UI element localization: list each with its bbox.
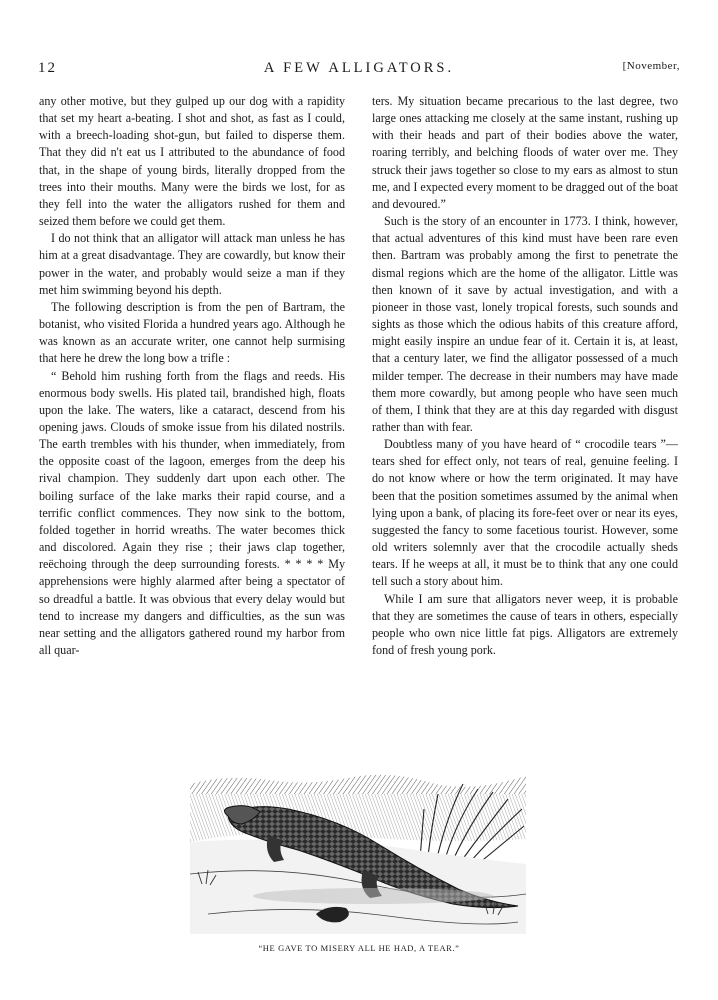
running-header (38, 60, 680, 82)
page-number: 12 (38, 60, 57, 76)
left-column (39, 93, 345, 659)
quotation-paragraph: “ Behold him rushing forth from the flags and reeds. His enormous body swells. His plated tail, brandished high, floats upon the lake. The waters, like a cataract, descend from his opening jaws. Clouds of smoke issue from his dilated nostrils. The earth trembles with his thunder, when immediately, from the opposite coast of the lagoon, emerges from the deep his rival champion. They suddenly dart upon each other. The boiling surface of the lake marks their rapid course, and a terrific conflict commences. They now sink to the bottom, folded together in horrid wreaths. The water becomes thick and discolored. Again they rise ; their jaws clap together, reëchoing through the deep surrounding forests. * * * * My apprehensions were highly alarmed after being a spectator of so dreadful a battle. It was obvious that every delay would but tend to increase my dangers and difficulties, as the sun was near setting and the alligators gathered round my harbor from all quar- (39, 368, 345, 657)
paragraph: Doubtless many of you have heard of “ crocodile tears ”—tears shed for effect only, not tears of real, genuine feeling. I do not know where or how the term originated. It may have been that the position sometimes assumed by the animal when lying upon a bank, of placing its fore-feet over or near its eyes, suggested the fancy to some facetious tourist. However, some old writers solemnly aver that the crocodile actually sheds tears. If he weeps at all, it must be to think that any one could tell such a story about him. (372, 437, 678, 589)
paragraph: any other motive, but they gulped up our dog with a rapidity that set my heart a-beating. I shot and shot, as fast as I could, with a breech-loading shot-gun, but failed to disperse them. That they did n't eat us I attributed to the abundance of food that, in the shape of young birds, literally dropped from the trees into their mouths. Many were the birds we lost, for as they fell into the water the alligators rushed for them and seized them before we could get them. (39, 94, 345, 229)
paragraph: The following description is from the pen of Bartram, the botanist, who visited Florida a hundred years ago. Although he was known as an accurate writer, one cannot help surmising that here he drew the long bow a trifle : (39, 299, 345, 366)
paragraph: Such is the story of an encounter in 1773. I think, however, that actual adventures of this kind must have been rare even then. Bartram was probably among the first to penetrate the dismal regions which are the home of the alligator. Little was then known of it save by actual investigation, and with a pioneer in those vast, lonely tropical forests, such sounds and sights as those which the odious habits of this creature afford, might easily inspire an undue fear of it. Certain it is, at least, that a century later, we find the alligator possessed of a much milder temper. The decrease in their numbers may have made them more cowardly, but among people who have seen much of them, I think that they are at this day regarded with disgust rather than with fear. (372, 214, 678, 434)
alligator-illustration (188, 764, 528, 934)
issue-label: [November, (622, 60, 680, 72)
running-title: A FEW ALLIGATORS. (263, 60, 455, 76)
right-column (372, 93, 678, 659)
paragraph: While I am sure that alligators never weep, it is probable that they are sometimes the cause of tears in others, especially people who own nice little fat pigs. Alligators are extremely fond of fresh young pork. (372, 591, 678, 657)
paragraph: I do not think that an alligator will attack man unless he has him at a great disadvantage. They are cowardly, but know their power in the water, and probably would seize a man if they met him swimming beyond his depth. (39, 231, 345, 297)
illustration-caption: “HE GAVE TO MISERY ALL HE HAD, A TEAR.” (258, 943, 460, 953)
paragraph: ters. My situation became precarious to the last degree, two large ones attacking me closely at the same instant, rushing up with their heads and part of their bodies above the water, roaring terribly, and belching floods of water over me. They struck their jaws together so close to my ears as almost to stun me, and I expected every moment to be dragged out of the boat and devoured.” (372, 94, 678, 211)
